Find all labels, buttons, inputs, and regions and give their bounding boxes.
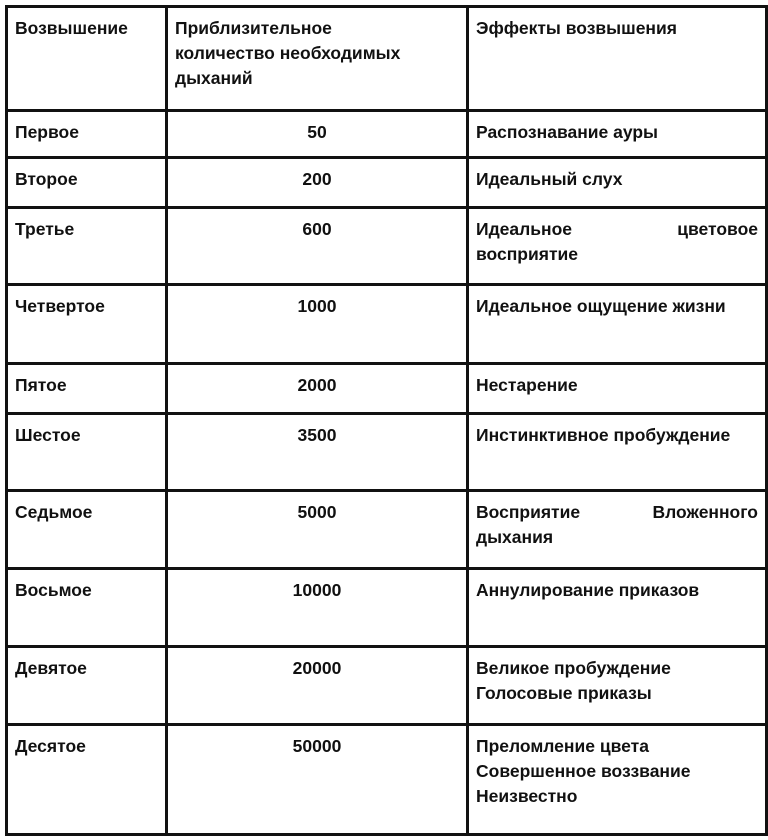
level-cell: Пятое xyxy=(7,364,167,414)
effect-line: Совершенное воззвание xyxy=(476,761,691,781)
level-cell: Девятое xyxy=(7,647,167,725)
level-cell: Шестое xyxy=(7,414,167,491)
level-cell: Восьмое xyxy=(7,569,167,647)
breaths-cell: 1000 xyxy=(167,285,468,364)
header-breaths: Приблизительное количество необходимых дыханий xyxy=(167,7,468,111)
table-row xyxy=(7,569,767,647)
level-cell: Четвертое xyxy=(7,285,167,364)
effect-line: Преломление цвета xyxy=(476,736,649,756)
effect-line: Голосовые приказы xyxy=(476,683,652,703)
effects-cell: Инстинктивное пробуждение xyxy=(468,414,767,491)
breaths-cell: 50 xyxy=(167,111,468,158)
breaths-cell: 3500 xyxy=(167,414,468,491)
effects-cell: Аннулирование приказов xyxy=(468,569,767,647)
level-cell: Первое xyxy=(7,111,167,158)
effects-cell: Распознавание ауры xyxy=(468,111,767,158)
table-row xyxy=(7,111,767,158)
breaths-cell: 5000 xyxy=(167,491,468,569)
table-row xyxy=(7,725,767,835)
header-row xyxy=(7,7,767,111)
breaths-cell: 600 xyxy=(167,208,468,285)
breaths-cell: 50000 xyxy=(167,725,468,835)
level-cell: Второе xyxy=(7,158,167,208)
table-row xyxy=(7,647,767,725)
effect-line: Великое пробуждение xyxy=(476,658,671,678)
header-effects: Эффекты возвышения xyxy=(468,7,767,111)
level-cell: Седьмое xyxy=(7,491,167,569)
effects-cell xyxy=(468,725,767,835)
header-level: Возвышение xyxy=(7,7,167,111)
ascension-table xyxy=(5,5,768,836)
effects-cell: Идеальное цветовое восприятие xyxy=(468,208,767,285)
table-row xyxy=(7,414,767,491)
effect-line: Неизвестно xyxy=(476,786,578,806)
breaths-cell: 2000 xyxy=(167,364,468,414)
level-cell: Десятое xyxy=(7,725,167,835)
table-row xyxy=(7,364,767,414)
table-row xyxy=(7,285,767,364)
table-row xyxy=(7,158,767,208)
effects-cell: Нестарение xyxy=(468,364,767,414)
table-row xyxy=(7,491,767,569)
effects-cell xyxy=(468,647,767,725)
effects-cell: Восприятие Вложенного дыхания xyxy=(468,491,767,569)
level-cell: Третье xyxy=(7,208,167,285)
breaths-cell: 20000 xyxy=(167,647,468,725)
breaths-cell: 200 xyxy=(167,158,468,208)
effects-cell: Идеальное ощущение жизни xyxy=(468,285,767,364)
effects-cell: Идеальный слух xyxy=(468,158,767,208)
breaths-cell: 10000 xyxy=(167,569,468,647)
table-row xyxy=(7,208,767,285)
